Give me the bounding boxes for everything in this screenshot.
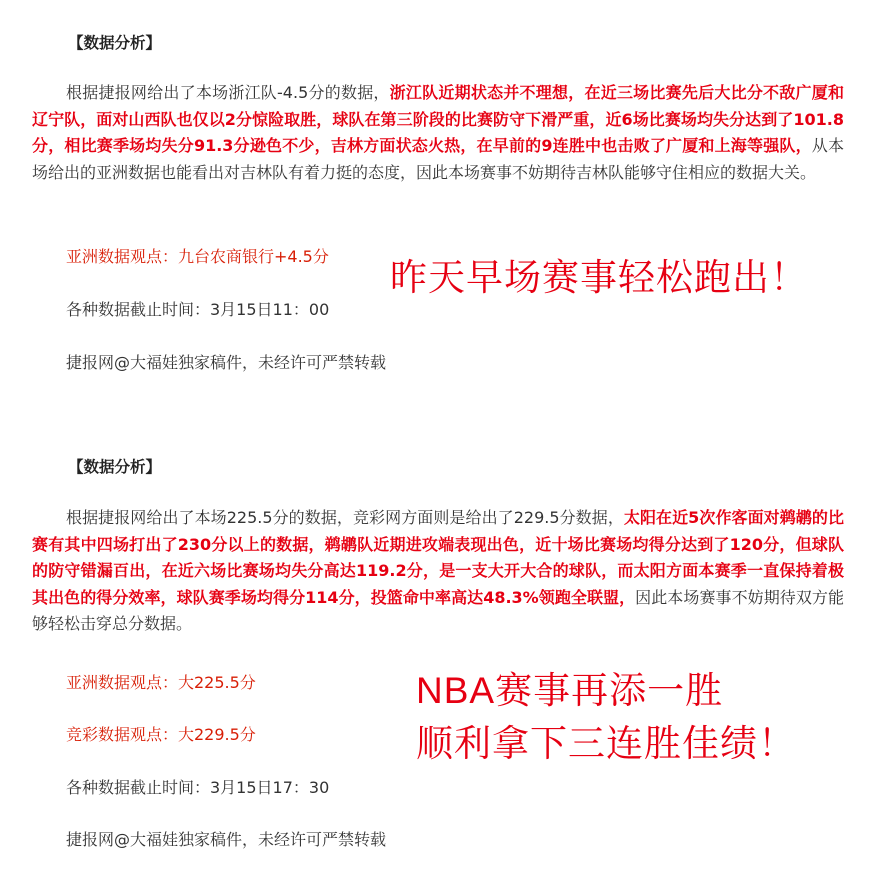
data-cutoff-time-2: 各种数据截止时间：3月15日17：30 [66,778,330,797]
analysis-paragraph-1 [32,80,844,186]
overlay-caption-1: 昨天早场赛事轻松跑出！ [390,257,808,298]
asia-data-view-2: 亚洲数据观点：大225.5分 [66,673,256,692]
paragraph-lead: 根据捷报网给出了本场225.5分的数据，竞彩网方面则是给出了229.5分数据， [66,508,624,527]
section-heading-1: 【数据分析】 [68,34,162,52]
paragraph-highlight: 太阳在近5次作客面对鹈鹕的比赛有其中四场打出了230分以上的数据，鹈鹕队近期进攻端表现出色，近十场比赛场均得分达到了120分，但球队的防守错漏百出，在近六场比赛场均失分高达119.2分，是一支大开大合的球队，而太阳方面本赛季一直保持着极其出色的得分效率，球队赛季场均得分114分，投篮命中率高达48.3%领跑全联盟， [32,508,844,607]
overlay-caption-2b: 顺利拿下三连胜佳绩！ [416,723,796,764]
paragraph-highlight: 浙江队近期状态并不理想，在近三场比赛先后大比分不敌广厦和辽宁队，面对山西队也仅以2分惊险取胜，球队在第三阶段的比赛防守下滑严重，近6场比赛场均失分达到了101.8分，相比赛季场均失分91.3分逊色不少，吉林方面状态火热，在早前的9连胜中也击败了广厦和上海等强队， [32,83,844,155]
copyright-notice-2: 捷报网@大福娃独家稿件，未经许可严禁转载 [66,830,387,849]
overlay-caption-2a: NBA赛事再添一胜 [416,670,724,711]
copyright-notice-1: 捷报网@大福娃独家稿件，未经许可严禁转载 [66,353,387,372]
jingcai-data-view-2: 竞彩数据观点：大229.5分 [66,725,256,744]
section-heading-2: 【数据分析】 [68,458,162,476]
asia-data-view-1: 亚洲数据观点：九台农商银行+4.5分 [66,247,329,266]
analysis-paragraph-2 [32,505,844,638]
paragraph-lead: 根据捷报网给出了本场浙江队-4.5分的数据， [66,83,390,102]
data-cutoff-time-1: 各种数据截止时间：3月15日11：00 [66,300,330,319]
paragraph-tail: 从本场给出的亚洲数据也能看出对吉林队有着力挺的态度，因此本场赛事不妨期待吉林队能够守住相应的数据大关。 [32,136,844,182]
paragraph-tail: 因此本场赛事不妨期待双方能够轻松击穿总分数据。 [32,587,844,633]
